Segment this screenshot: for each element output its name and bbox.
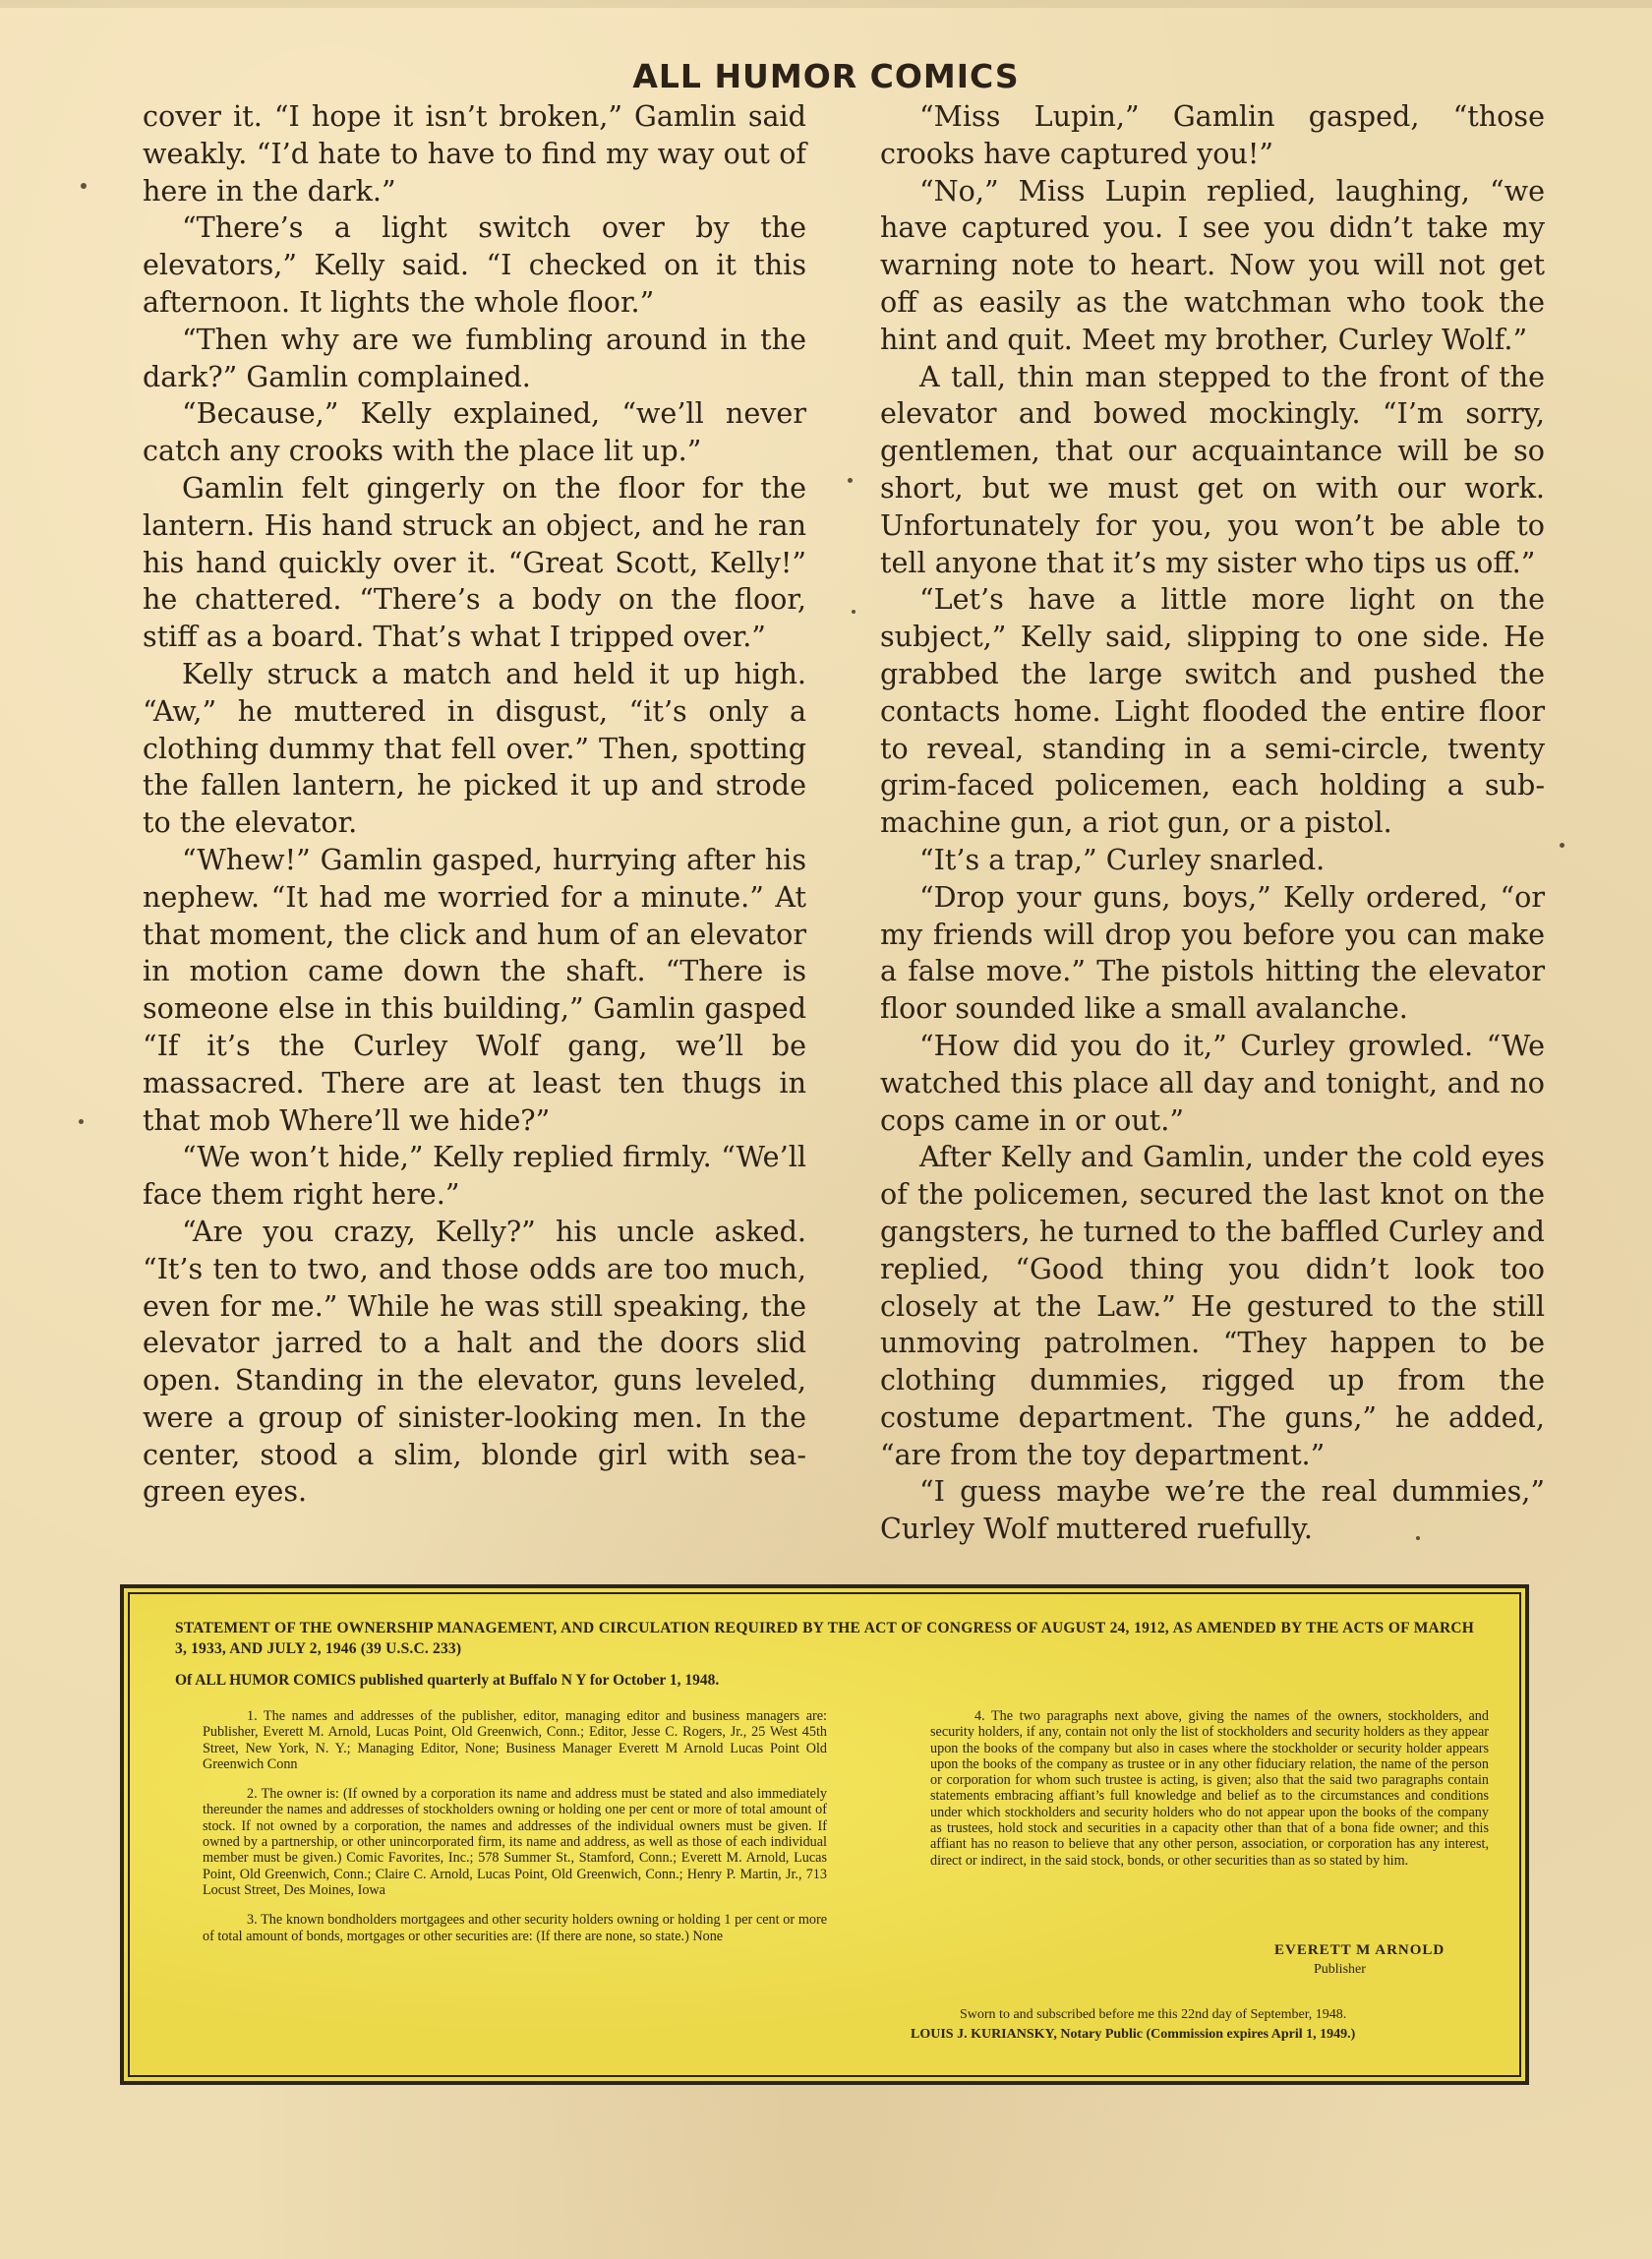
story-paragraph: “We won’t hide,” Kelly replied firmly. “We’ll face them right here.” (143, 1140, 806, 1212)
story-paragraph: After Kelly and Gamlin, under the cold eyes of the policemen, secured the last knot on the gangsters, he turned to the baffled Curley and replied, “Good thing you didn’t look too closely at the Law.” He gestured to the still unmoving patrolmen. “They happen to be clothing dummies, rigged up from the costume department. The guns,” he added, “are from the toy department.” (880, 1140, 1545, 1471)
story-paragraph: “There’s a light switch over by the elevators,” Kelly said. “I checked on it this afternoon. It lights the whole floor.” (143, 210, 806, 319)
ownership-statement-box (120, 1584, 1529, 2085)
story-paragraph: “Are you crazy, Kelly?” his uncle asked. “It’s ten to two, and those odds are too much, even for me.” While he was still speaking, the elevator jarred to a halt and the doors slid open. Standing in the elevator, guns leveled, were a group of sinister-looking men. In the center, stood a slim, blonde girl with sea-green eyes. (143, 1214, 806, 1509)
story-paragraph: Gamlin felt gingerly on the floor for the lantern. His hand struck an object, and he ran his hand quickly over it. “Great Scott, Kelly!” he chattered. “There’s a body on the floor, stiff as a board. That’s what I tripped over.” (143, 470, 806, 654)
sworn-block (911, 2005, 1489, 2045)
statement-column-left (203, 1708, 827, 1958)
signature-title: Publisher (1314, 1962, 1366, 1977)
statement-paragraph: 1. The names and addresses of the publisher, editor, managing editor and business managers are: Publisher, Everett M. Arnold, Lucas Point, Old Greenwich, Conn.; Editor, Jesse C. Rogers, Jr., 25 West 45th Street, New York, N. Y.; Managing Editor, None; Business Manager Everett M Arnold Lucas Point Old Greenwich Conn (203, 1708, 827, 1772)
sworn-statement: Sworn to and subscribed before me this 22nd day of September, 1948. (960, 2007, 1347, 2022)
statement-paragraph: 3. The known bondholders mortgagees and other security holders owning or holding 1 per cent or more of total amount of bonds, mortgages or other securities are: (If there are none, so state.) None (203, 1912, 827, 1944)
ink-speck (848, 478, 853, 483)
notary-line: LOUIS J. KURIANSKY, Notary Public (Commission expires April 1, 1949.) (911, 2027, 1356, 2042)
ink-speck (1560, 843, 1564, 848)
story-paragraph: “Because,” Kelly explained, “we’ll never catch any crooks with the place lit up.” (143, 396, 806, 468)
story-paragraph: cover it. “I hope it isn’t broken,” Gamlin said weakly. “I’d hate to have to find my way out of here in the dark.” (143, 99, 806, 208)
ink-speck (852, 610, 856, 614)
story-paragraph: “How did you do it,” Curley growled. “We watched this place all day and tonight, and no cops came in or out.” (880, 1028, 1545, 1137)
statement-columns (163, 1708, 1489, 2062)
statement-column-right (911, 1708, 1489, 2042)
story-paragraph: A tall, thin man stepped to the front of the elevator and bowed mockingly. “I’m sorry, gentlemen, that our acquaintance will be so short, but we must get on with our work. Unfortunately for you, you won’t be able to tell anyone that it’s my sister who tips us off.” (880, 359, 1545, 579)
statement-paragraph: 2. The owner is: (If owned by a corporation its name and address must be stated and also immediately thereunder the names and addresses of stockholders owning or holding one per cent or more of total amount of stock. If not owned by a corporation, the names and addresses of the individual owners must be given. If owned by a partnership, or other unincorporated firm, its name and address, as well as those of each individual member must be given.) Comic Favorites, Inc.; 578 Summer St., Stamford, Conn.; Everett M. Arnold, Lucas Point, Old Greenwich, Conn.; Claire C. Arnold, Lucas Point, Old Greenwich, Conn.; Henry P. Martin, Jr., 713 Locust Street, Des Moines, Iowa (203, 1786, 827, 1898)
statement-paragraph: 4. The two paragraphs next above, giving the names of the owners, stockholders, and security holders, if any, contain not only the list of stockholders and security holders as they appear upon the books of the company but also in cases where the stockholder or security holder appears upon the books of the company as trustee or in any other fiduciary relation, the name of the person or corporation for whom such trustee is acting, is given; also that the said two paragraphs contain statements embracing affiant’s full knowledge and belief as to the circumstances and conditions under which stockholders and security holders who do not appear upon the books of the company as trustees, hold stock and securities in a capacity other than that of a bona fide owner; and this affiant has no reason to believe that any other person, association, or corporation has any interest, direct or indirect, in the said stock, bonds, or other securities than as so stated by him. (930, 1708, 1489, 1869)
page-title: ALL HUMOR COMICS (632, 57, 1020, 95)
page-edge (0, 0, 1652, 8)
statement-subtitle: Of ALL HUMOR COMICS published quarterly at Buffalo N Y for October 1, 1948. (175, 1672, 720, 1689)
story-paragraph: “I guess maybe we’re the real dummies,” Curley Wolf muttered ruefully. (880, 1474, 1545, 1546)
story-paragraph: “Let’s have a little more light on the subject,” Kelly said, slipping to one side. He grabbed the large switch and pushed the contacts home. Light flooded the entire floor to reveal, standing in a semi-circle, twenty grim-faced policemen, each holding a sub-machine gun, a riot gun, or a pistol. (880, 582, 1545, 840)
story-paragraph: “Miss Lupin,” Gamlin gasped, “those crooks have captured you!” (880, 99, 1545, 170)
story-column-right (880, 98, 1545, 1548)
ink-speck (81, 183, 87, 189)
signature-name: EVERETT M ARNOLD (1274, 1942, 1446, 1958)
story-paragraph: “Then why are we fumbling around in the dark?” Gamlin complained. (143, 322, 806, 393)
story-paragraph: “Drop your guns, boys,” Kelly ordered, “or my friends will drop you before you can make a false move.” The pistols hitting the elevator floor sounded like a small avalanche. (880, 879, 1545, 1026)
statement-heading: STATEMENT OF THE OWNERSHIP MANAGEMENT, AND CIRCULATION REQUIRED BY THE ACT OF CONGRESS OF AUGUST 24, 1912, AS AMENDED BY THE ACTS OF MARCH 3, 1933, AND JULY 2, 1946 (39 U.S.C. 233) (175, 1620, 1474, 1657)
story-column-left (143, 98, 806, 1511)
story-paragraph: “Whew!” Gamlin gasped, hurrying after his nephew. “It had me worried for a minute.” At that moment, the click and hum of an elevator in motion came down the shaft. “There is someone else in this building,” Gamlin gasped “If it’s the Curley Wolf gang, we’ll be massacred. There are at least ten thugs in that mob Where’ll we hide?” (143, 842, 806, 1137)
story-paragraph: “No,” Miss Lupin replied, laughing, “we have captured you. I see you didn’t take my warning note to heart. Now you will not get off as easily as the watchman who took the hint and quit. Meet my brother, Curley Wolf.” (880, 173, 1545, 356)
story-paragraph: Kelly struck a match and held it up high. “Aw,” he muttered in disgust, “it’s only a clothing dummy that fell over.” Then, spotting the fallen lantern, he picked it up and strode to the elevator. (143, 656, 806, 840)
signature-block (930, 1940, 1489, 1980)
ink-speck (1416, 1536, 1420, 1540)
story-paragraph: “It’s a trap,” Curley snarled. (919, 842, 1326, 876)
ink-speck (79, 1119, 84, 1124)
